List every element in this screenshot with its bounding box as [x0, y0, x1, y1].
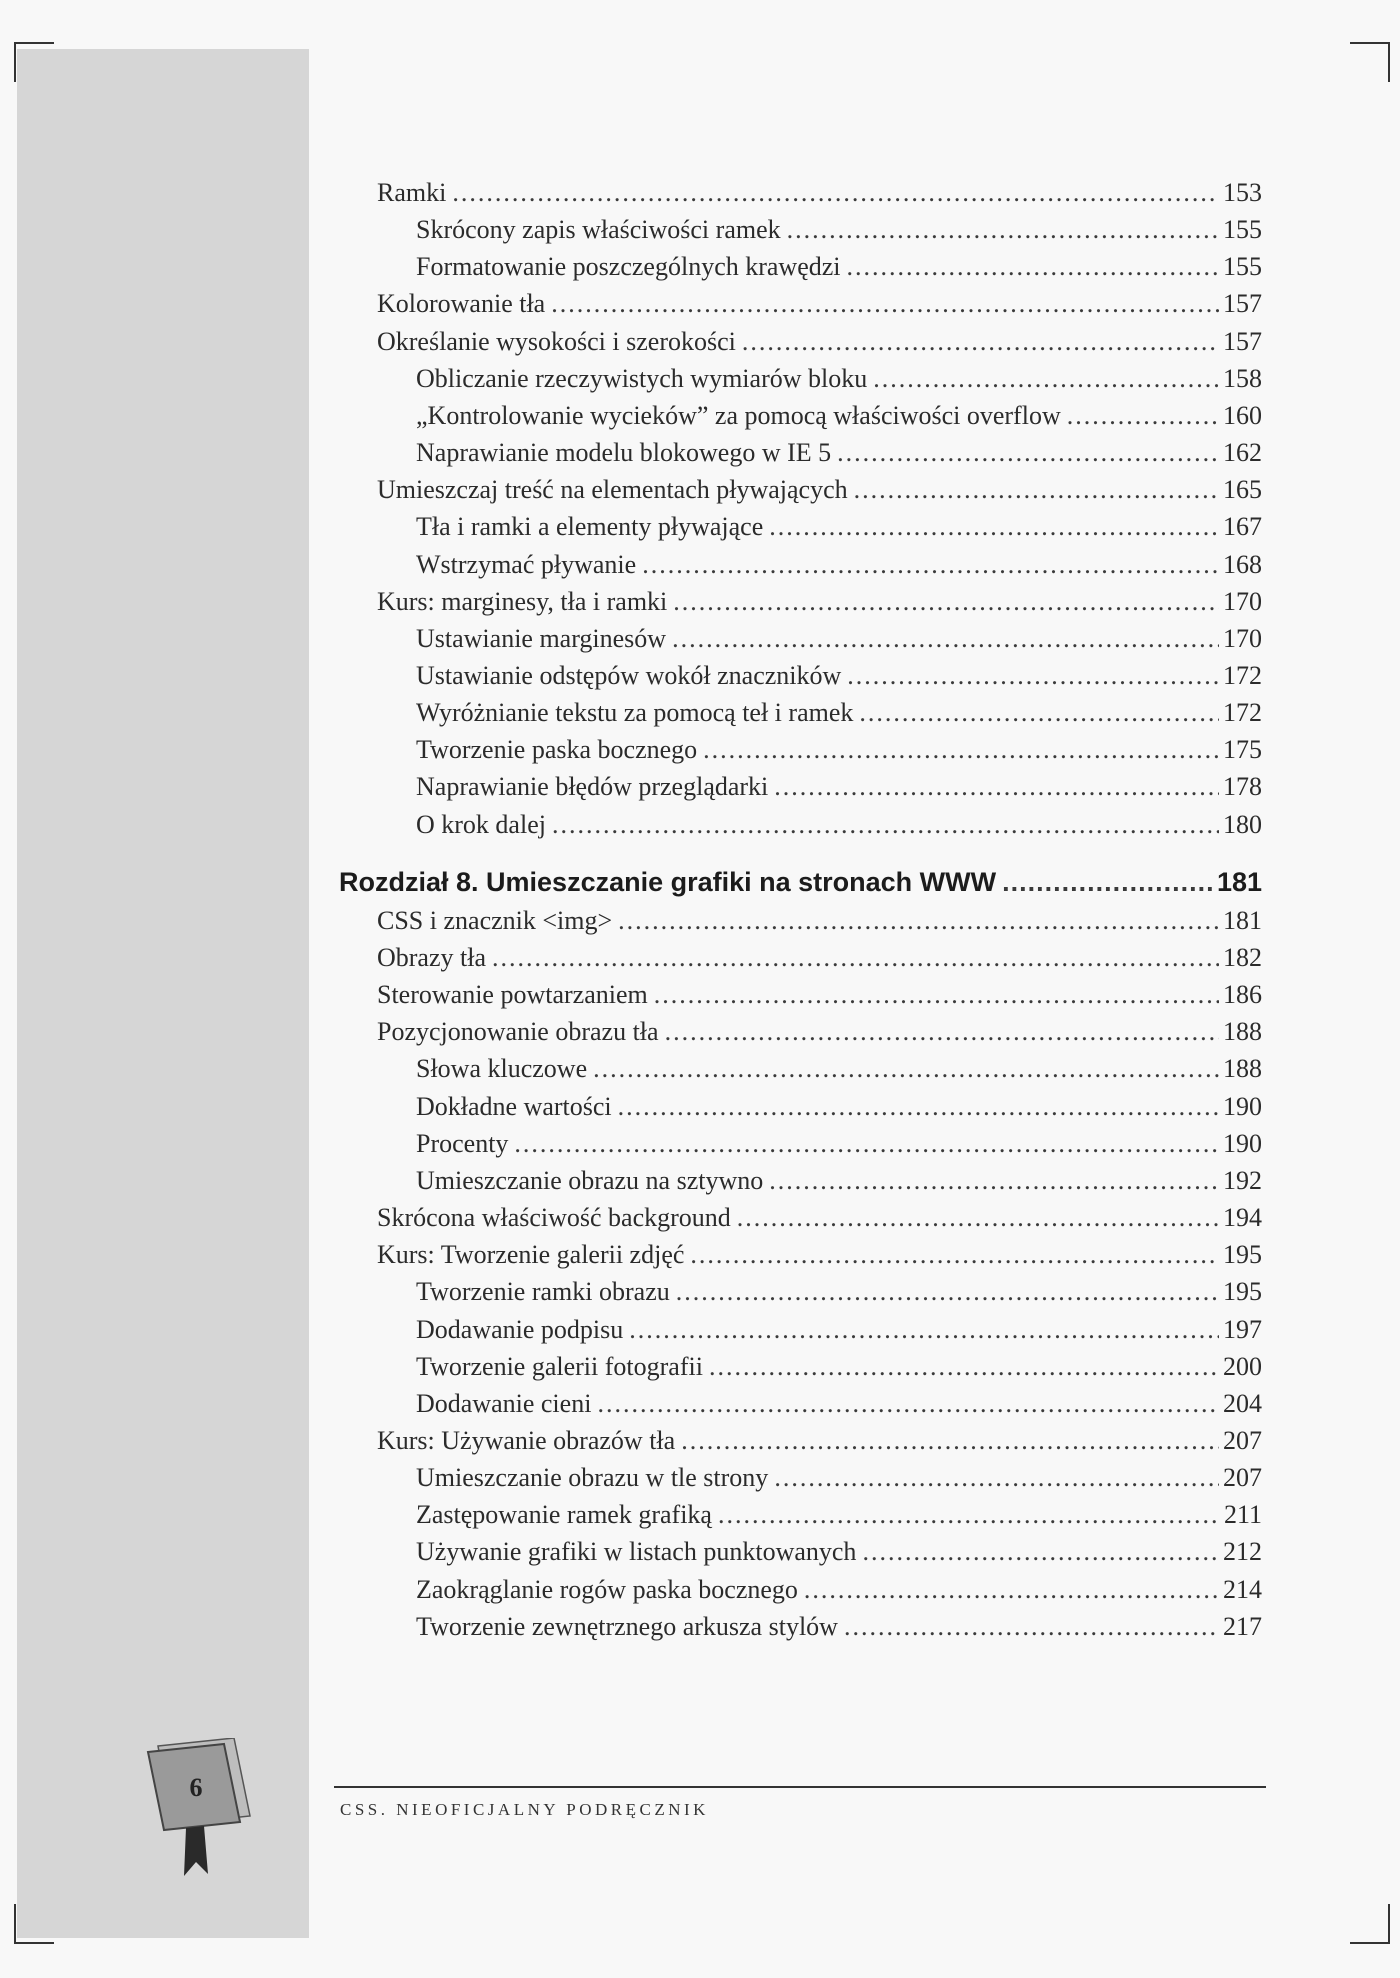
toc-entry-title: Ustawianie odstępów wokół znaczników: [416, 660, 842, 690]
dot-leader: [709, 1350, 1219, 1384]
toc-entry: [377, 1424, 1262, 1458]
toc-entry: [377, 1015, 1262, 1049]
toc-entry: [416, 510, 1262, 544]
book-page-icon: [138, 1738, 258, 1888]
dot-leader: [774, 1461, 1219, 1495]
toc-entry-page-number: 200: [1223, 1351, 1262, 1381]
toc-entry-page-number: 158: [1223, 363, 1262, 393]
toc-entry: [416, 770, 1262, 804]
toc-entry: [416, 1498, 1262, 1532]
toc-entry: [416, 622, 1262, 656]
toc-entry: [377, 325, 1262, 359]
dot-leader: [681, 1424, 1219, 1458]
dot-leader: [804, 1573, 1219, 1607]
dot-leader: [629, 1313, 1219, 1347]
page-number: 6: [189, 1773, 203, 1802]
toc-entry: [416, 1610, 1262, 1644]
toc-entry-page-number: 172: [1223, 698, 1262, 728]
toc-entry: [416, 1535, 1262, 1569]
toc-entry-title: Skrócony zapis właściwości ramek: [416, 215, 781, 245]
toc-entry-title: Naprawianie modelu blokowego w IE 5: [416, 438, 832, 468]
dot-leader: [618, 1090, 1219, 1124]
dot-leader: [642, 548, 1219, 582]
toc-entry-page-number: 207: [1223, 1463, 1262, 1493]
toc-entry: [416, 1164, 1262, 1198]
toc-entry-title: Tworzenie zewnętrznego arkusza stylów: [416, 1611, 838, 1641]
toc-entry-title: Zastępowanie ramek grafiką: [416, 1500, 712, 1530]
toc-entry: [416, 399, 1262, 433]
dot-leader: [618, 904, 1219, 938]
toc-entry-title: Słowa kluczowe: [416, 1054, 588, 1084]
toc-entry-page-number: 172: [1223, 660, 1262, 690]
toc-entry-title: Naprawianie błędów przeglądarki: [416, 772, 769, 802]
toc-entry-title: Ustawianie marginesów: [416, 623, 667, 653]
toc-entry-title: Skrócona właściwość background: [377, 1203, 731, 1233]
toc-entry-title: Dokładne wartości: [416, 1091, 612, 1121]
toc-entry: [416, 548, 1262, 582]
dot-leader: [676, 1275, 1219, 1309]
crop-mark-bottom-right: [1350, 1904, 1390, 1944]
toc-entry-page-number: 170: [1223, 586, 1262, 616]
toc-entry-page-number: 211: [1223, 1500, 1262, 1530]
toc-entry-title: Tworzenie galerii fotografii: [416, 1351, 703, 1381]
toc-entry-page-number: 190: [1223, 1091, 1262, 1121]
toc-entry-page-number: 188: [1223, 1017, 1262, 1047]
toc-entry: [377, 904, 1262, 938]
toc-entry-title: Umieszczanie obrazu na sztywno: [416, 1165, 764, 1195]
toc-entry: [377, 473, 1262, 507]
dot-leader: [492, 941, 1219, 975]
toc-entry-title: Ramki: [377, 178, 447, 207]
toc-entry: [416, 1090, 1262, 1124]
toc-entry-title: Wyróżnianie tekstu za pomocą teł i ramek: [416, 698, 854, 728]
toc-entry-title: Określanie wysokości i szerokości: [377, 326, 736, 356]
toc-entry: [416, 1461, 1262, 1495]
toc-entry: [416, 733, 1262, 767]
toc-entry-title: O krok dalej: [416, 809, 546, 839]
toc-entry: [416, 1350, 1262, 1384]
toc-entry-title: Dodawanie podpisu: [416, 1314, 624, 1344]
toc-entry-page-number: 214: [1223, 1574, 1262, 1604]
dot-leader: [844, 1610, 1219, 1644]
dot-leader: [654, 978, 1219, 1012]
dot-leader: [551, 287, 1219, 321]
dot-leader: [690, 1238, 1219, 1272]
toc-entry-page-number: 195: [1223, 1240, 1262, 1270]
dot-leader: [597, 1387, 1219, 1421]
toc-entry-page-number: 204: [1223, 1388, 1262, 1418]
toc-entry: [416, 250, 1262, 284]
dot-leader: [1002, 865, 1213, 899]
toc-entry: [416, 659, 1262, 693]
toc-entry-page-number: 180: [1223, 809, 1262, 839]
dot-leader: [593, 1052, 1219, 1086]
toc-entry: [416, 1313, 1262, 1347]
dot-leader: [718, 1498, 1220, 1532]
toc-entry-title: Rozdział 8. Umieszczanie grafiki na stronach WWW: [339, 866, 997, 897]
dot-leader: [837, 436, 1219, 470]
toc-entry-title: Formatowanie poszczególnych krawędzi: [416, 252, 841, 282]
dot-leader: [552, 808, 1219, 842]
dot-leader: [737, 1201, 1219, 1235]
toc-entry: [416, 1573, 1262, 1607]
dot-leader: [862, 1535, 1219, 1569]
toc-entry-page-number: 194: [1223, 1203, 1262, 1233]
toc-entry-title: Używanie grafiki w listach punktowanych: [416, 1537, 857, 1567]
toc-entry-page-number: 168: [1223, 549, 1262, 579]
toc-entry: [377, 1201, 1262, 1235]
toc-entry-title: Dodawanie cieni: [416, 1388, 592, 1418]
toc-entry-page-number: 153: [1223, 178, 1262, 207]
toc-entry-title: Tła i ramki a elementy pływające: [416, 512, 764, 542]
toc-entry-title: Obliczanie rzeczywistych wymiarów bloku: [416, 363, 868, 393]
dot-leader: [769, 1164, 1219, 1198]
toc-entry-title: Pozycjonowanie obrazu tła: [377, 1017, 659, 1047]
toc-entry: [377, 176, 1262, 210]
toc-entry-page-number: 165: [1223, 475, 1262, 505]
toc-entry: [416, 1387, 1262, 1421]
toc-entry-page-number: 181: [1216, 866, 1262, 897]
toc-entry: [416, 436, 1262, 470]
toc-entry-title: Tworzenie paska bocznego: [416, 735, 698, 765]
footer-rule: [334, 1786, 1266, 1788]
toc-entry: [377, 585, 1262, 619]
dot-leader: [514, 1127, 1219, 1161]
toc-entry-page-number: 155: [1223, 252, 1262, 282]
toc-entry: [377, 978, 1262, 1012]
toc-entry-title: CSS i znacznik <img>: [377, 905, 613, 935]
toc-entry: [416, 808, 1262, 842]
toc-entry-page-number: 182: [1223, 943, 1262, 972]
toc-entry-title: Wstrzymać pływanie: [416, 549, 637, 579]
dot-leader: [847, 250, 1219, 284]
dot-leader: [703, 733, 1219, 767]
toc-entry: [416, 696, 1262, 730]
toc-entry-page-number: 170: [1223, 623, 1262, 653]
toc-entry-page-number: 217: [1223, 1611, 1262, 1641]
toc-entry-title: „Kontrolowanie wycieków” za pomocą właściwości overflow: [416, 400, 1061, 430]
dot-leader: [787, 213, 1219, 247]
toc-entry-title: Procenty: [416, 1128, 509, 1158]
toc-entry-page-number: 192: [1223, 1165, 1262, 1195]
running-footer-title: CSS. NIEOFICJALNY PODRĘCZNIK: [340, 1800, 709, 1819]
toc-entry-title: Kolorowanie tła: [377, 289, 546, 319]
toc-entry-title: Zaokrąglanie rogów paska bocznego: [416, 1574, 798, 1604]
toc-entry: [377, 941, 1262, 975]
dot-leader: [452, 176, 1219, 210]
toc-entry-page-number: 160: [1223, 400, 1262, 430]
toc-entry: [377, 287, 1262, 321]
toc-entry-page-number: 175: [1223, 735, 1262, 765]
toc-entry: [377, 1238, 1262, 1272]
toc-entry-page-number: 178: [1223, 772, 1262, 802]
toc-entry-title: Tworzenie ramki obrazu: [416, 1277, 670, 1307]
dot-leader: [854, 473, 1219, 507]
toc-entry-page-number: 212: [1223, 1537, 1262, 1567]
toc-entry-page-number: 157: [1223, 289, 1262, 319]
dot-leader: [769, 510, 1219, 544]
toc-entry-title: Kurs: Używanie obrazów tła: [377, 1425, 676, 1455]
toc-entry-page-number: 195: [1223, 1277, 1262, 1307]
toc-entry-page-number: 167: [1223, 512, 1262, 542]
crop-mark-bottom-left: [14, 1904, 54, 1944]
dot-leader: [672, 622, 1219, 656]
toc-entry: [416, 1052, 1262, 1086]
toc-entry-page-number: 207: [1223, 1425, 1262, 1455]
toc-entry-page-number: 157: [1223, 326, 1262, 356]
toc-entry-page-number: 186: [1223, 980, 1262, 1010]
toc-chapter-heading: [339, 865, 1262, 899]
dot-leader: [665, 1015, 1219, 1049]
dot-leader: [742, 325, 1219, 359]
toc-entry-title: Obrazy tła: [377, 943, 487, 972]
toc-entry: [416, 213, 1262, 247]
toc-entry-page-number: 190: [1223, 1128, 1262, 1158]
toc-entry-page-number: 181: [1223, 905, 1262, 935]
dot-leader: [859, 696, 1219, 730]
toc-entry: [416, 362, 1262, 396]
dot-leader: [774, 770, 1219, 804]
toc-entry-page-number: 162: [1223, 438, 1262, 468]
dot-leader: [1067, 399, 1219, 433]
toc-entry-page-number: 188: [1223, 1054, 1262, 1084]
toc-entry-title: Kurs: Tworzenie galerii zdjęć: [377, 1240, 685, 1270]
dot-leader: [847, 659, 1219, 693]
toc-entry-title: Kurs: marginesy, tła i ramki: [377, 586, 668, 616]
toc-entry-title: Sterowanie powtarzaniem: [377, 980, 648, 1010]
toc-entry-page-number: 155: [1223, 215, 1262, 245]
toc-entry-title: Umieszczanie obrazu w tle strony: [416, 1463, 769, 1493]
toc-entry-page-number: 197: [1223, 1314, 1262, 1344]
dot-leader: [873, 362, 1219, 396]
dot-leader: [673, 585, 1219, 619]
toc-entry: [416, 1127, 1262, 1161]
toc-entry: [416, 1275, 1262, 1309]
toc-entry-title: Umieszczaj treść na elementach pływających: [377, 475, 848, 505]
